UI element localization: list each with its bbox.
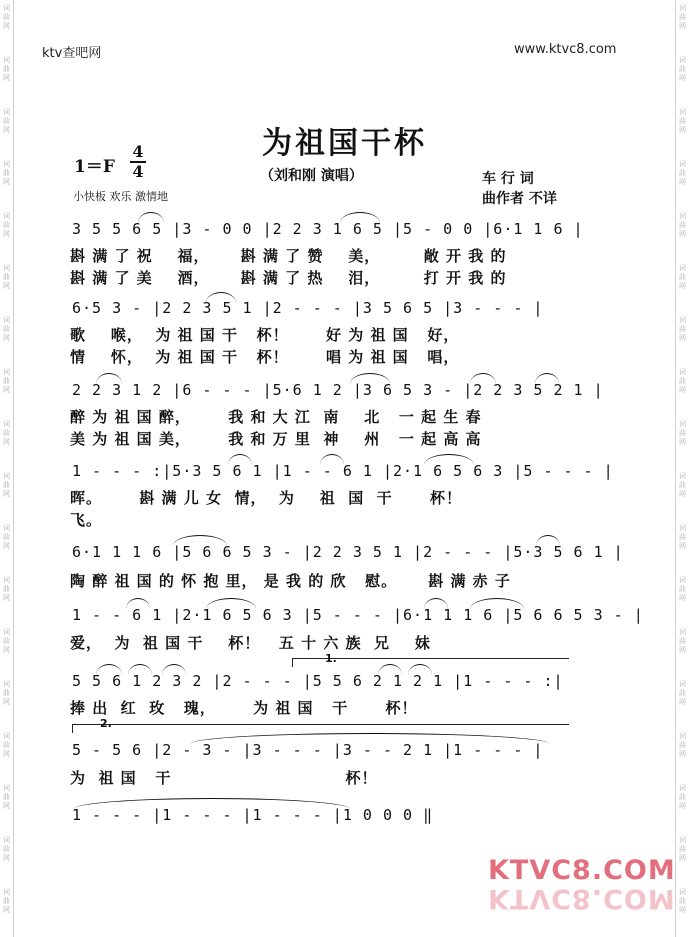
margin-site-label: 词 曲 网	[679, 108, 686, 134]
lyric-line-1-verse-2: 斟 满 了 美 酒， 斟 满 了 热 泪， 打 开 我 的	[70, 269, 507, 287]
margin-site-label: 词 曲 网	[679, 628, 686, 654]
slur-mark	[173, 535, 227, 546]
margin-site-label: 词 曲 网	[679, 316, 686, 342]
slur-mark	[126, 598, 150, 609]
slur-mark	[206, 598, 256, 609]
margin-site-label: 词 曲 网	[679, 368, 686, 394]
slur-mark	[424, 598, 448, 609]
margin-site-label: 词 曲 网	[679, 576, 686, 602]
lyric-line-6: 爱， 为 祖 国 干 杯！ 五 十 六 族 兄 妹	[70, 634, 431, 652]
margin-site-label: 词 曲 网	[679, 784, 686, 810]
lyric-line-4-verse-2: 飞。	[70, 511, 103, 529]
notation-line-8: 5 - 5 6 |2 - 3 - |3 - - - |3 - - 2 1 |1 - - - |	[72, 741, 544, 759]
margin-site-label: 词 曲 网	[679, 160, 686, 186]
margin-site-label: 词 曲 网	[3, 680, 10, 706]
notation-line-7: 5 5 6 1 2 3 2 |2 - - - |5 5 6 2 1 2 1 |1 - - - :|	[72, 672, 564, 690]
margin-site-label: 词 曲 网	[679, 732, 686, 758]
margin-site-label: 词 曲 网	[679, 888, 686, 914]
margin-site-label: 词 曲 网	[3, 160, 10, 186]
margin-site-label: 词 曲 网	[3, 732, 10, 758]
margin-site-label: 词 曲 网	[679, 212, 686, 238]
meter-top: 4	[132, 142, 144, 161]
margin-site-label: 词 曲 网	[679, 524, 686, 550]
key-signature: 1＝F	[74, 157, 115, 177]
slur-mark	[138, 212, 164, 223]
margin-site-label: 词 曲 网	[3, 264, 10, 290]
lyric-line-2-verse-2: 情 怀， 为 祖 国 干 杯！ 唱 为 祖 国 唱，	[70, 348, 460, 366]
notation-line-5: 6·1 1 1 6 |5 6 6 5 3 - |2 2 3 5 1 |2 - - - |5·3 5 6 1 |	[72, 543, 624, 561]
lyric-line-3-verse-2: 美 为 祖 国 美， 我 和 万 里 神 州 一 起 高 高	[70, 430, 482, 448]
song-subtitle: （刘和刚 演唱）	[260, 168, 363, 184]
slur-mark	[128, 664, 152, 675]
tie-mark	[74, 798, 350, 809]
notation-line-4: 1 - - - :|5·3 5 6 1 |1 - - 6 1 |2·1 6 5 6 3 |5 - - - |	[72, 462, 614, 480]
margin-site-label: 词 曲 网	[3, 420, 10, 446]
margin-site-label: 词 曲 网	[3, 212, 10, 238]
margin-site-label: 词 曲 网	[3, 108, 10, 134]
slur-mark	[535, 373, 559, 384]
slur-mark	[340, 212, 380, 223]
lyric-line-3-verse-1: 醉 为 祖 国 醉， 我 和 大 江 南 北 一 起 生 春	[70, 408, 482, 426]
margin-site-label: 词 曲 网	[679, 680, 686, 706]
margin-site-label: 词 曲 网	[3, 4, 10, 30]
second-ending-bracket	[72, 724, 569, 733]
margin-site-label: 词 曲 网	[679, 4, 686, 30]
slur-mark	[96, 373, 122, 384]
margin-site-label: 词 曲 网	[679, 264, 686, 290]
time-signature	[130, 143, 146, 181]
margin-site-label: 词 曲 网	[3, 836, 10, 862]
lyric-line-4-verse-1: 晖。 斟 满 儿 女 情， 为 祖 国 干 杯！	[70, 489, 463, 507]
lyric-line-5: 陶 醉 祖 国 的 怀 抱 里， 是 我 的 欣 慰。 斟 满 赤 子	[70, 572, 511, 590]
slur-mark	[206, 292, 236, 303]
first-ending-label: 1.	[325, 652, 337, 665]
margin-site-label: 词 曲 网	[3, 56, 10, 82]
notation-line-2: 6·5 3 - |2 2 3 5 1 |2 - - - |3 5 6 5 |3 - - - |	[72, 299, 544, 317]
margin-site-label: 词 曲 网	[3, 368, 10, 394]
slur-mark	[162, 664, 186, 675]
slur-mark	[424, 454, 474, 465]
margin-site-label: 词 曲 网	[3, 628, 10, 654]
notation-line-1: 3 5 5 6 5 |3 - 0 0 |2 2 3 1 6 5 |5 - 0 0 |6·1 1 6 |	[72, 220, 584, 238]
lyric-line-8: 为 祖 国 干 杯！	[70, 769, 378, 787]
site-url-right: www.ktvc8.com	[514, 42, 617, 57]
site-watermark-reflection: KTVC8.COM	[488, 883, 676, 914]
margin-site-label: 词 曲 网	[679, 836, 686, 862]
song-title: 为祖国干杯	[262, 126, 427, 161]
slur-mark	[470, 373, 496, 384]
meter-bottom: 4	[132, 162, 144, 181]
lyric-line-7: 捧 出 红 玫 瑰， 为 祖 国 干 杯！	[70, 699, 418, 717]
notation-line-9: 1 - - - |1 - - - |1 - - - |1 0 0 0 ‖	[72, 806, 434, 824]
lyricist-credit: 车 行 词	[482, 171, 534, 187]
lyric-line-2-verse-1: 歌 喉， 为 祖 国 干 杯！ 好 为 祖 国 好，	[70, 326, 460, 344]
margin-site-label: 词 曲 网	[679, 56, 686, 82]
tempo-marking: 小快板 欢乐 激情地	[73, 190, 168, 203]
composer-credit: 曲作者 不详	[482, 191, 557, 207]
margin-site-label: 词 曲 网	[679, 420, 686, 446]
site-name-left: ktv查吧网	[42, 46, 102, 61]
margin-site-label: 词 曲 网	[3, 524, 10, 550]
slur-mark	[470, 598, 524, 609]
margin-site-label: 词 曲 网	[679, 472, 686, 498]
lyric-line-1-verse-1: 斟 满 了 祝 福， 斟 满 了 赞 美， 敞 开 我 的	[70, 247, 507, 265]
notation-line-3: 2 2 3 1 2 |6 - - - |5·6 1 2 |3 6 5 3 - |2 2 3 5 2 1 |	[72, 381, 604, 399]
margin-site-label: 词 曲 网	[3, 784, 10, 810]
margin-site-label: 词 曲 网	[3, 316, 10, 342]
margin-site-label: 词 曲 网	[3, 576, 10, 602]
margin-site-label: 词 曲 网	[3, 888, 10, 914]
tie-mark	[190, 733, 550, 744]
site-watermark-logo: KTVC8.COM	[488, 855, 676, 886]
slur-mark	[228, 454, 252, 465]
margin-site-label: 词 曲 网	[3, 472, 10, 498]
notation-line-6: 1 - - 6 1 |2·1 6 5 6 3 |5 - - - |6·1 1 1 6 |5 6 6 5 3 - |	[72, 606, 644, 624]
second-ending-label: 2.	[100, 717, 112, 730]
slur-mark	[96, 664, 122, 675]
slur-mark	[350, 373, 390, 384]
slur-mark	[320, 454, 344, 465]
slur-mark	[536, 535, 560, 546]
